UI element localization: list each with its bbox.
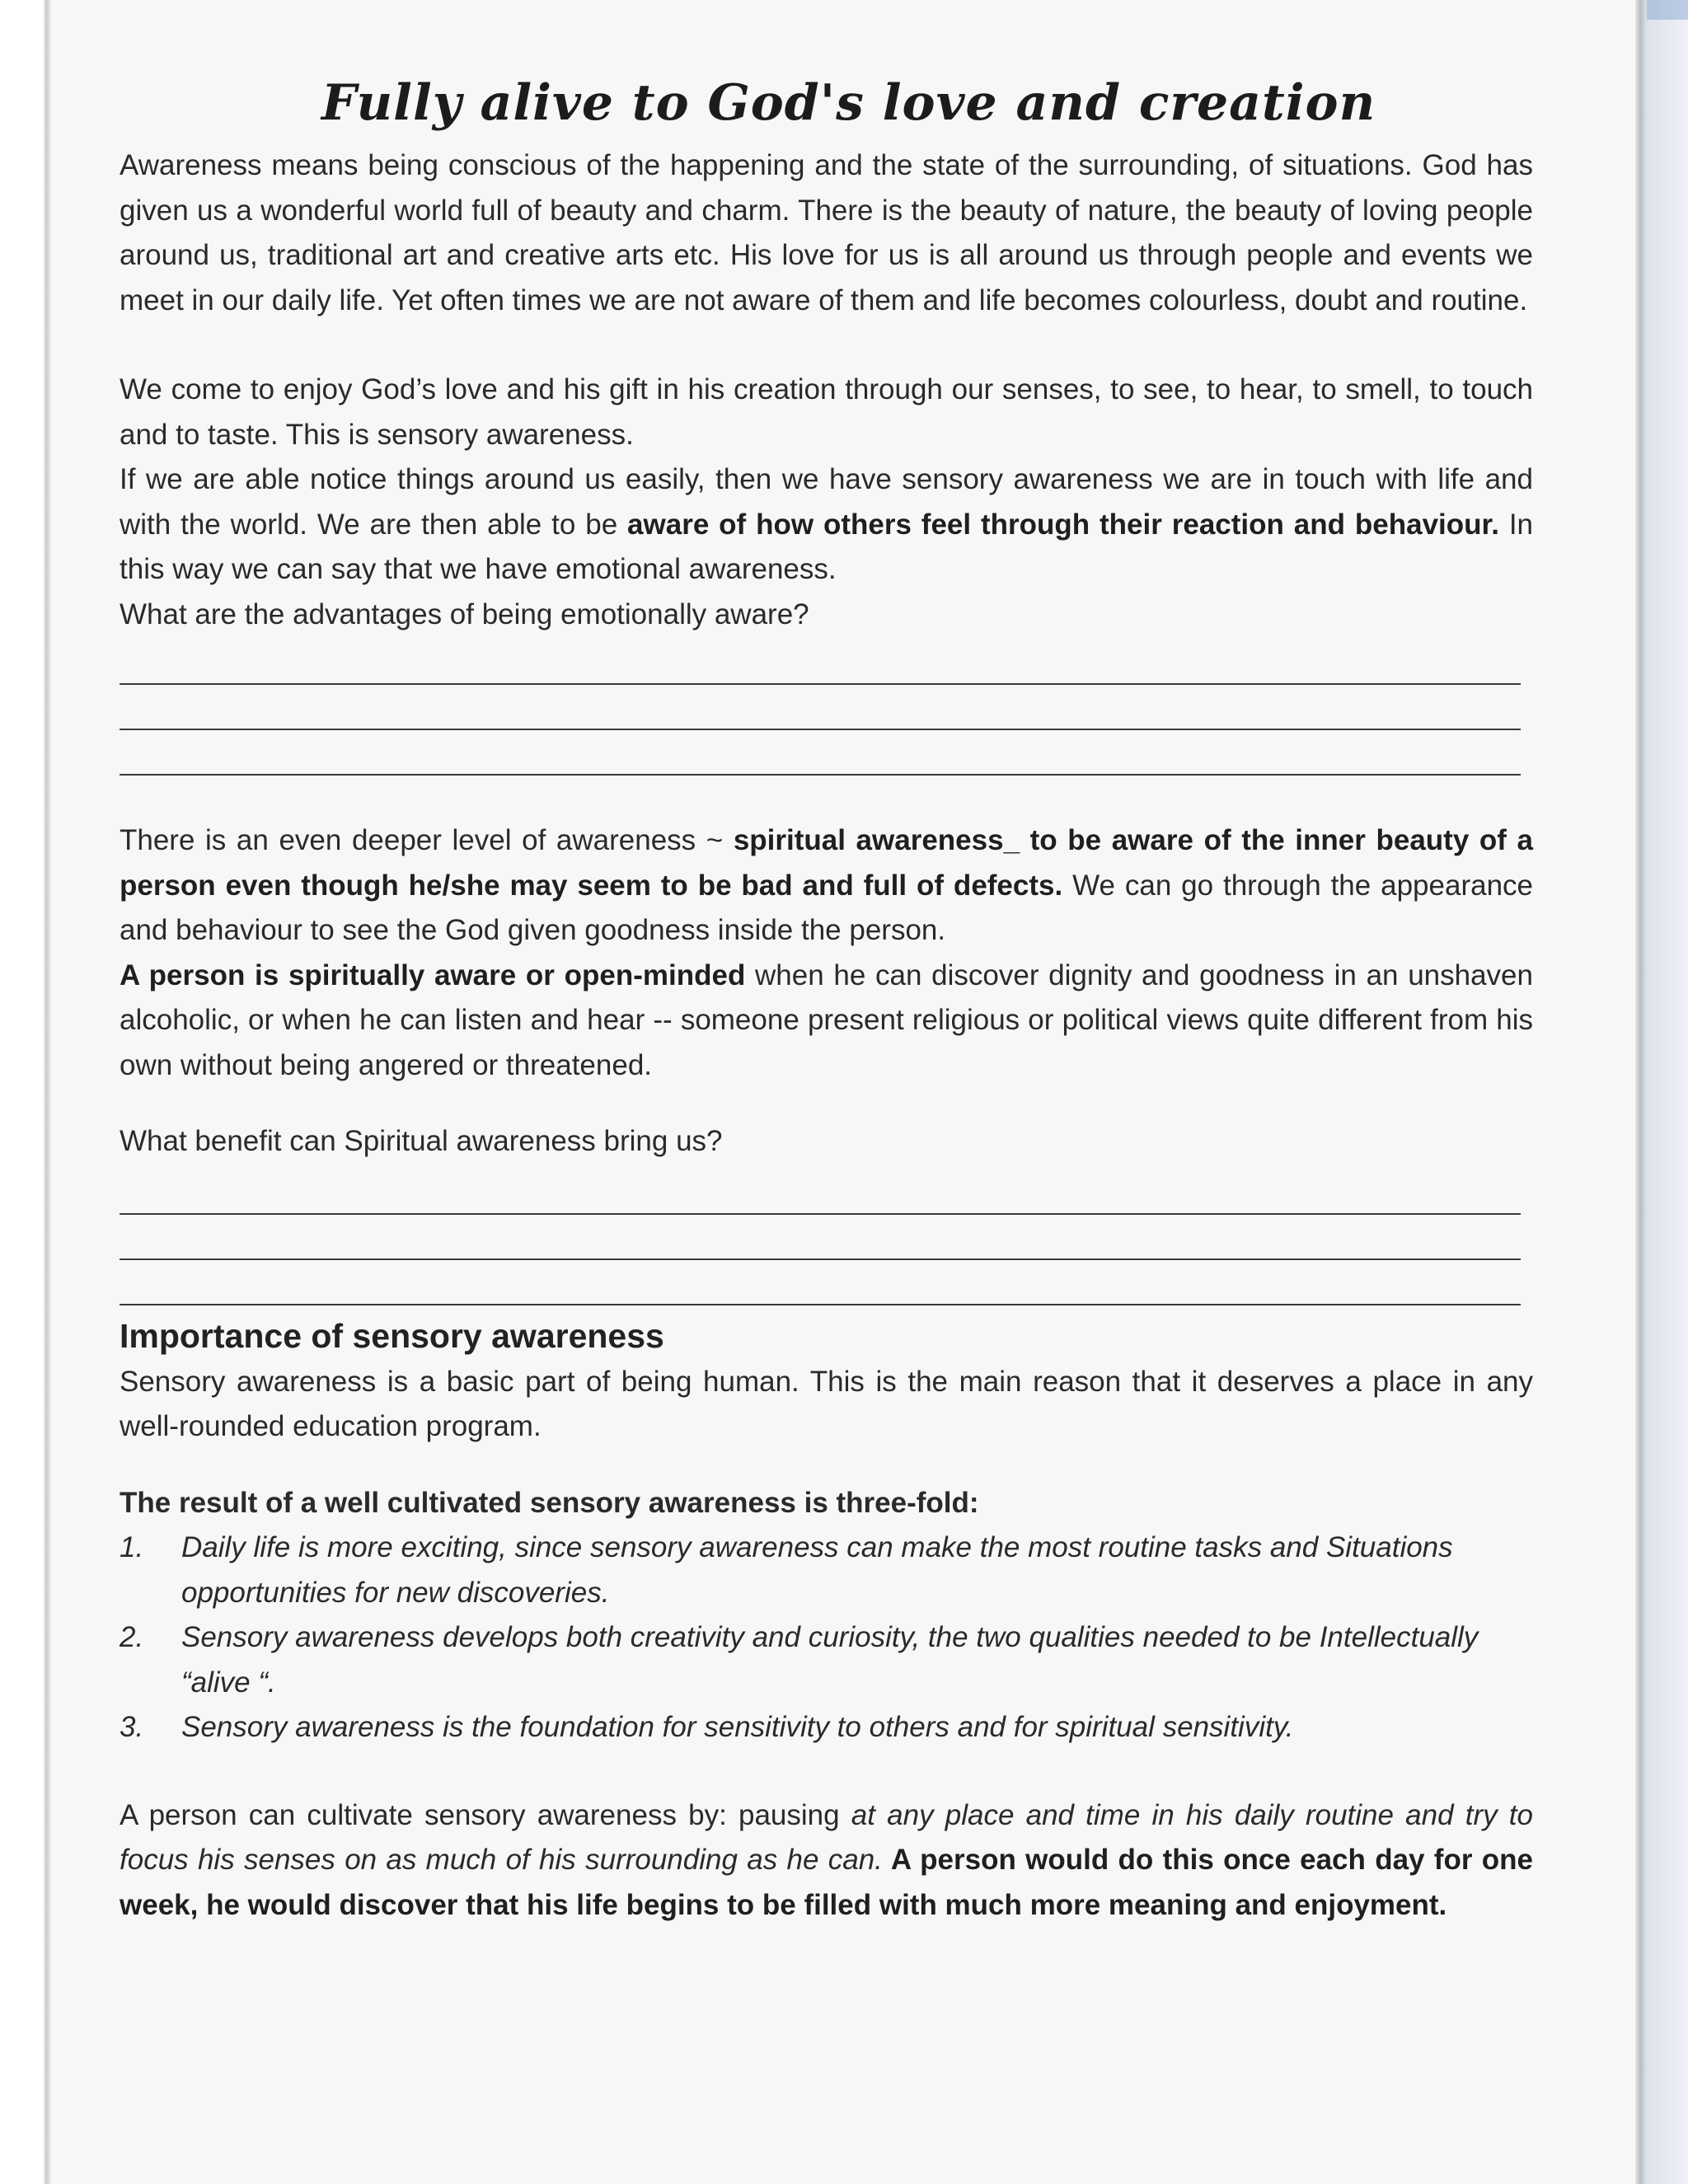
list-item-text: Sensory awareness is the foundation for sensitivity to others and for spiritual sensitivity. — [181, 1711, 1294, 1743]
answer-line[interactable] — [120, 685, 1521, 730]
results-heading: The result of a well cultivated sensory awareness is three-fold: — [120, 1486, 979, 1519]
scan-right-edge — [1635, 0, 1688, 2184]
open-minded-paragraph — [120, 954, 1533, 1089]
open-minded-text: when he can discover dignity and goodness in an unshaven alcoholic, or when he can listen and hear -- someone present religious or political views quite different from his own without being angered or threatened. — [120, 958, 1533, 1081]
scan-left-edge — [0, 0, 51, 2184]
spacer — [120, 776, 1533, 818]
spacer — [120, 1750, 1533, 1793]
answer-lines-spiritual — [120, 1169, 1533, 1305]
emotional-text-2: In this way we can say that we have emotional awareness. — [120, 508, 1534, 585]
list-item-number: 2. — [120, 1621, 144, 1653]
section-heading: Importance of sensory awareness — [120, 1316, 664, 1355]
answer-line[interactable] — [120, 1169, 1521, 1215]
list-item — [120, 1526, 1533, 1615]
senses-paragraph: We come to enjoy God’s love and his gift in his creation through our senses, to see, to hear, to smell, to touch and to taste. This is sensory awareness. — [120, 373, 1533, 451]
sensory-importance-paragraph: Sensory awareness is a basic part of being human. This is the main reason that it deserves a place in any well-rounded education program. — [120, 1365, 1533, 1442]
list-item — [120, 1705, 1533, 1750]
list-item-number: 1. — [120, 1531, 144, 1563]
answer-line[interactable] — [120, 1215, 1521, 1260]
list-item-text: Sensory awareness develops both creativity and curiosity, the two qualities needed to be Intellectually “alive “. — [181, 1621, 1479, 1699]
emotional-awareness-paragraph — [120, 457, 1533, 593]
question-emotional: What are the advantages of being emotionally aware? — [120, 598, 809, 630]
spiritual-bold-text: spiritual awareness_ to be aware of the inner beauty of a person even though he/she may seem to be bad and full of defects. — [120, 824, 1533, 902]
emotional-bold-text: aware of how others feel through their reaction and behaviour. — [627, 508, 1499, 541]
cultivate-text: A person can cultivate sensory awareness by: pausing — [120, 1798, 851, 1831]
page-title: Fully alive to God's love and creation — [321, 74, 1376, 132]
list-item — [120, 1615, 1533, 1705]
spiritual-text-2: We can go through the appearance and behaviour to see the God given goodness inside the person. — [120, 869, 1534, 946]
spacer — [120, 323, 1533, 368]
emotional-text-1: If we are able notice things around us easily, then we have sensory awareness we are in touch with life and with the world. We are then able to be — [120, 463, 1533, 541]
spacer — [120, 1088, 1533, 1119]
spiritual-awareness-paragraph — [120, 818, 1533, 954]
worksheet-body — [120, 66, 1533, 1928]
answer-line[interactable] — [120, 1260, 1521, 1305]
open-minded-bold-text: A person is spiritually aware or open-minded — [120, 958, 746, 991]
cultivate-bold-text: A person would do this once each day for one week, he would discover that his life begins to be filled with much more meaning and enjoyment. — [120, 1844, 1533, 1921]
list-item-text: Daily life is more exciting, since sensory awareness can make the most routine tasks and Situations opportunities for new discoveries. — [181, 1531, 1453, 1609]
question-spiritual: What benefit can Spiritual awareness bring us? — [120, 1125, 723, 1157]
list-item-number: 3. — [120, 1711, 144, 1743]
cultivate-italic-text: at any place and time in his daily routine and try to focus his senses on as much of his surrounding as he can. — [120, 1798, 1533, 1876]
cultivate-paragraph — [120, 1793, 1533, 1929]
answer-line[interactable] — [120, 730, 1521, 776]
answer-lines-emotional — [120, 642, 1533, 776]
answer-line[interactable] — [120, 642, 1521, 685]
spiritual-text-1: There is an even deeper level of awareness ~ — [120, 824, 734, 856]
intro-paragraph: Awareness means being conscious of the happening and the state of the surrounding, of situations. God has given us a wonderful world full of beauty and charm. There is the beauty of nature, the beauty of loving people around us, traditional art and creative arts etc. His love for us is all around us through people and events we meet in our daily life. Yet often times we are not aware of them and life becomes colourless, doubt and routine. — [120, 149, 1533, 316]
results-list — [120, 1526, 1533, 1750]
scan-corner-mark — [1647, 0, 1688, 20]
spacer — [120, 1450, 1533, 1481]
